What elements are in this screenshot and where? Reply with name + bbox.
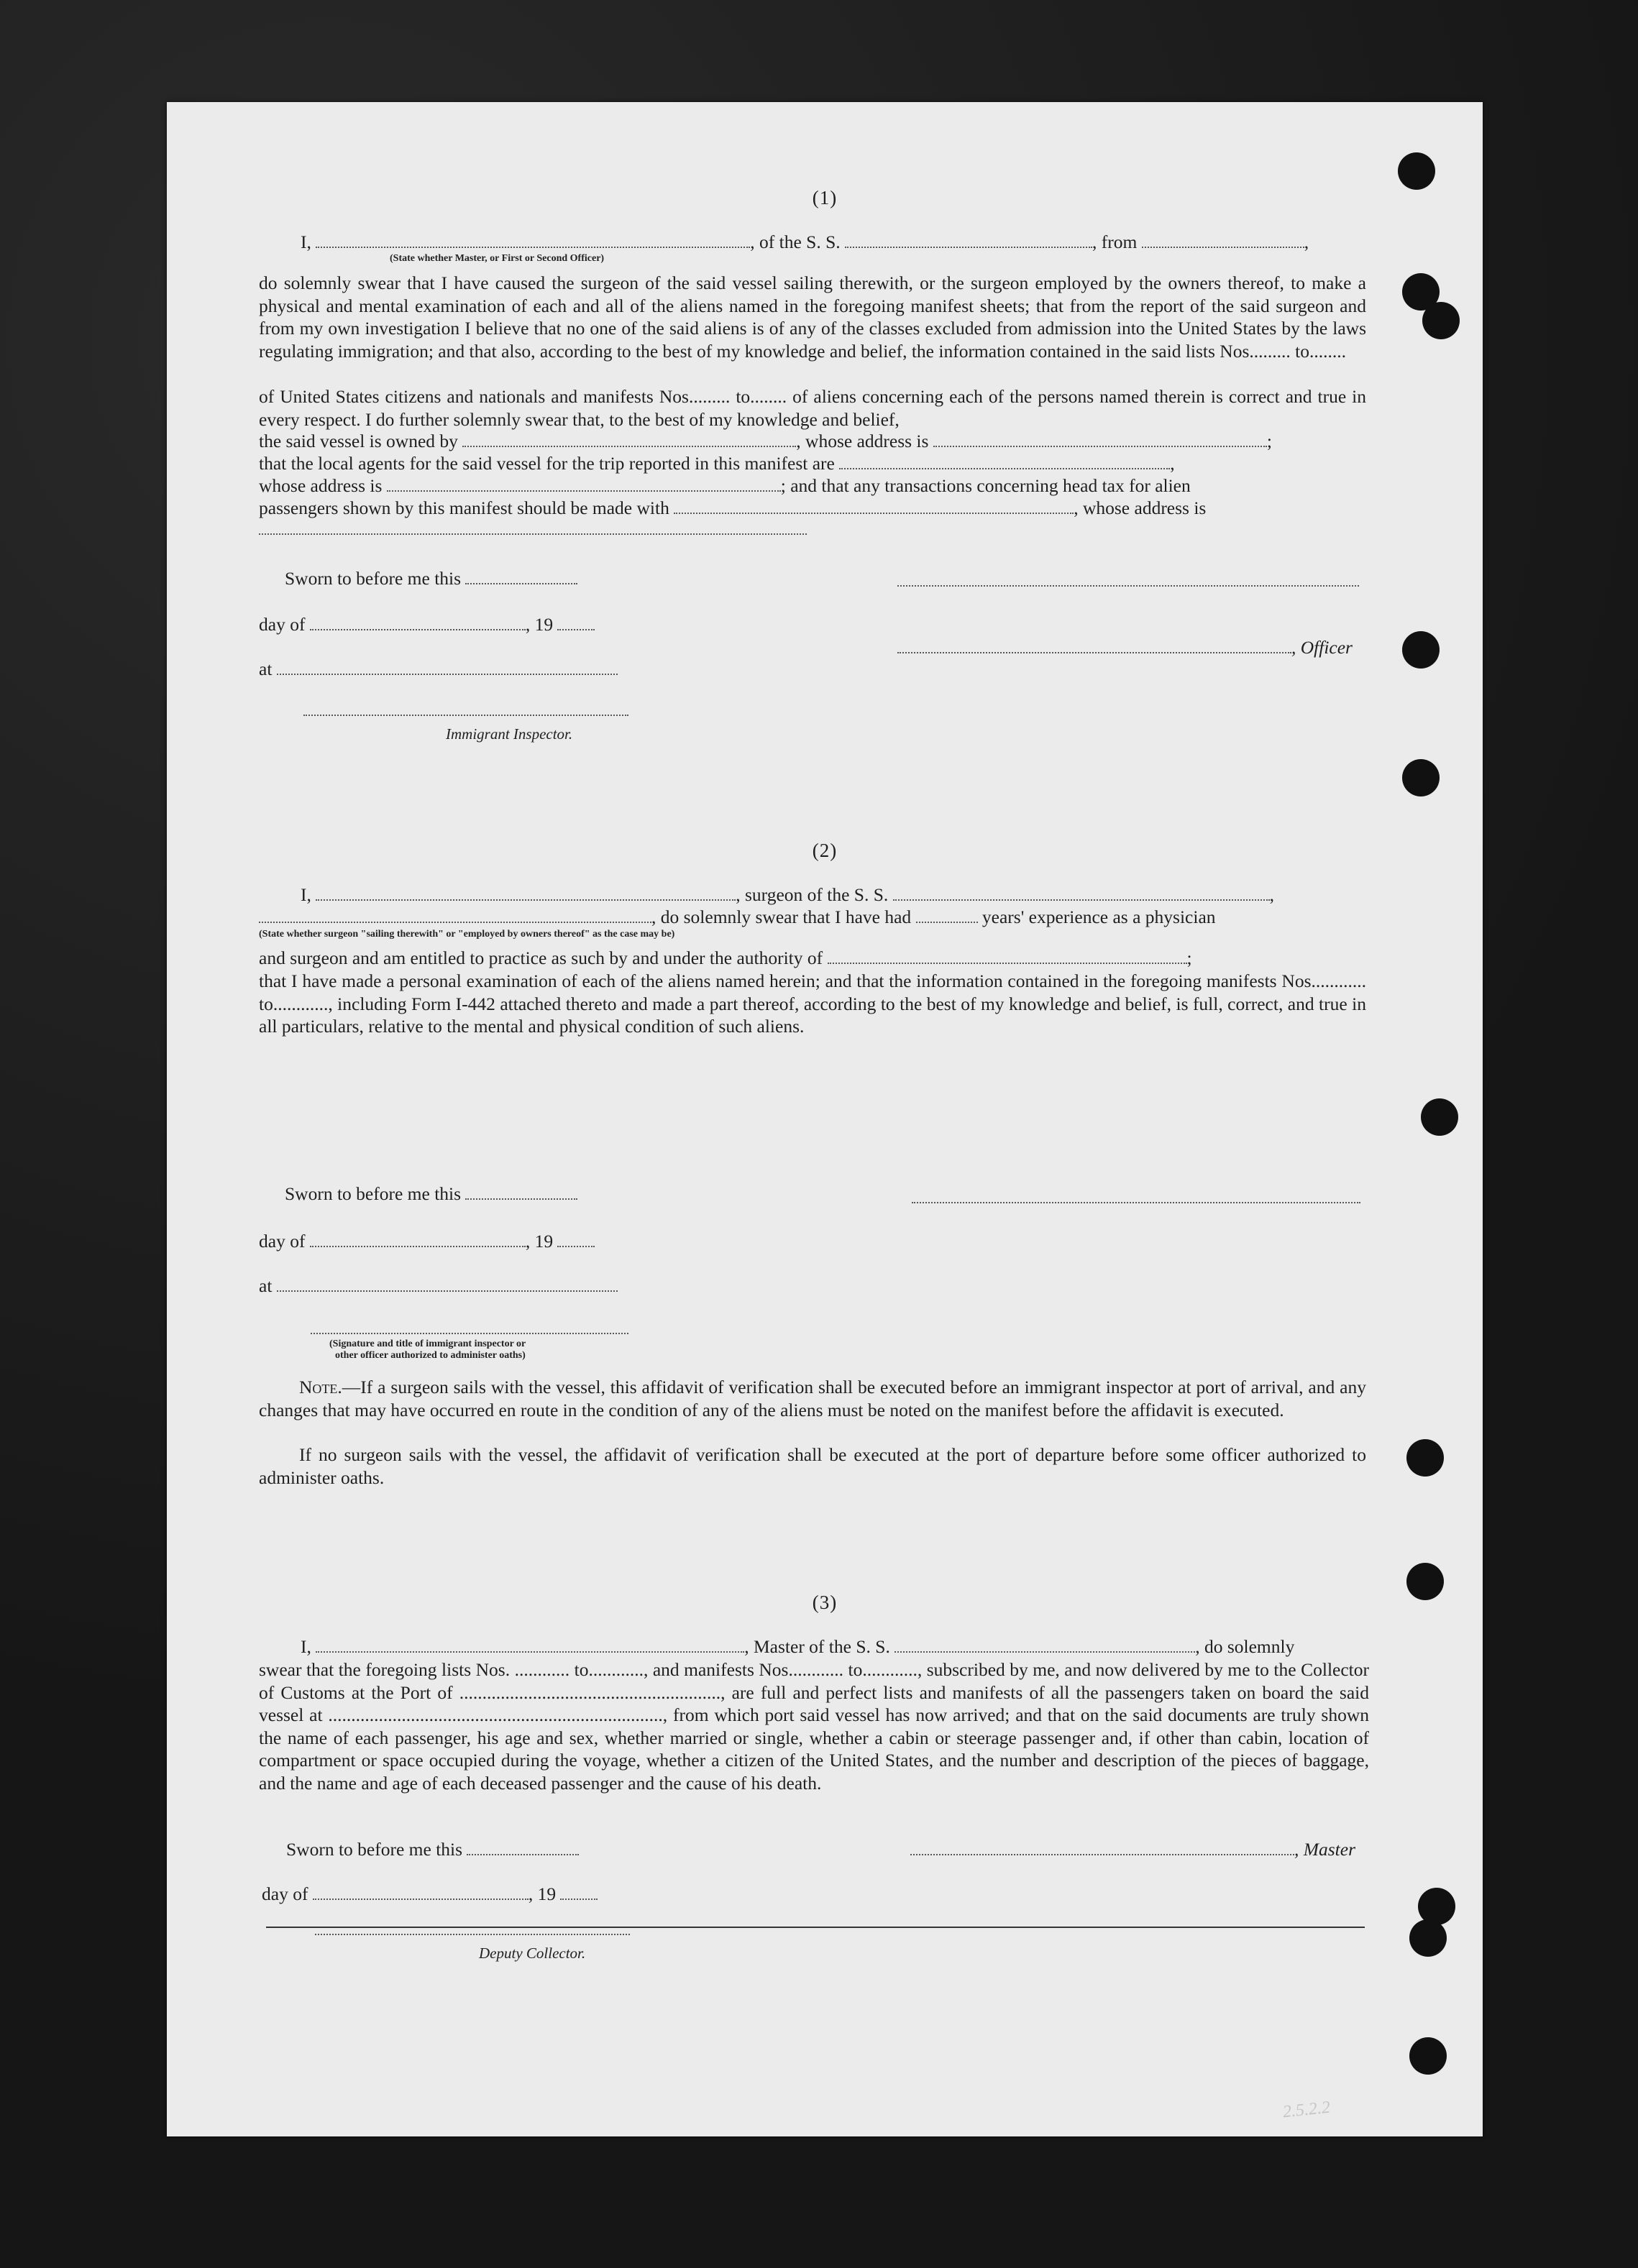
text: , surgeon of the S. S. <box>736 884 889 905</box>
master-signature-line <box>910 1839 1355 1860</box>
agents-line <box>259 453 1175 474</box>
signature-caption: (Signature and title of immigrant inspector or <box>329 1339 526 1349</box>
collector-signature-line <box>315 1934 630 1935</box>
punch-hole <box>1422 302 1460 339</box>
punch-hole <box>1406 1439 1444 1477</box>
inspector-caption: Immigrant Inspector. <box>446 725 573 743</box>
oath-paragraph: that I have made a personal examination of each of the aliens named herein; and that the information contained in the foregoing manifests Nos............ to............, including Form I-442 attached thereto and made a part thereof, according to the best of my knowledge and belief, is full, correct, and true in all particulars, relative to the mental and physical condition of such aliens. <box>259 970 1366 1037</box>
text: Sworn to before me this <box>286 1839 463 1860</box>
affiant-line <box>301 231 1309 253</box>
punch-hole <box>1398 152 1435 190</box>
sworn-line <box>286 1839 579 1860</box>
section-number: (3) <box>812 1592 838 1613</box>
signature-caption: other officer authorized to administer oaths) <box>335 1350 526 1361</box>
officer-line <box>897 637 1353 658</box>
text: day of <box>259 1231 306 1252</box>
note-paragraph: If no surgeon sails with the vessel, the affidavit of verification shall be executed at the port of departure before some officer authorized to administer oaths. <box>259 1444 1366 1488</box>
punch-hole <box>1409 1919 1447 1957</box>
text: at <box>259 1275 273 1296</box>
text: I, <box>301 231 311 252</box>
punch-hole <box>1402 631 1440 669</box>
punch-hole <box>1402 759 1440 796</box>
text: , 19 <box>528 1883 557 1904</box>
day-line <box>259 614 595 635</box>
text: passengers shown by this manifest should be made with <box>259 497 669 518</box>
at-line <box>259 1275 618 1297</box>
text: , Master <box>1294 1839 1355 1860</box>
text: , whose address is <box>796 431 929 451</box>
text: at <box>259 658 273 679</box>
inspector-signature-line <box>303 715 628 716</box>
signature-line <box>912 1202 1360 1203</box>
address-line <box>259 475 1191 497</box>
text: ; <box>1186 947 1192 968</box>
master-line <box>301 1636 1294 1658</box>
text: the said vessel is owned by <box>259 431 458 451</box>
text: that the local agents for the said vessel for the trip reported in this manifest are <box>259 453 835 474</box>
note-paragraph <box>259 1376 1366 1421</box>
signature-line <box>897 585 1359 587</box>
handwritten-mark: 2.5.2.2 <box>1281 2098 1332 2122</box>
text: , do solemnly <box>1195 1636 1295 1657</box>
bottom-rule <box>266 1927 1365 1928</box>
day-line <box>262 1883 598 1905</box>
text: years' experience as a physician <box>982 906 1216 927</box>
day-line <box>259 1231 595 1252</box>
at-line <box>259 658 618 680</box>
text: , do solemnly swear that I have had <box>651 906 912 927</box>
text: whose address is <box>259 475 383 496</box>
deputy-caption: Deputy Collector. <box>479 1945 586 1962</box>
section-number: (2) <box>812 840 838 861</box>
authority-line <box>259 947 1192 969</box>
field-caption: (State whether Master, or First or Second Officer) <box>390 253 605 264</box>
text: , of the S. S. <box>750 231 841 252</box>
text: Sworn to before me this <box>285 1183 462 1204</box>
blank-line <box>259 533 807 535</box>
text: day of <box>262 1883 308 1904</box>
text: , Officer <box>1291 637 1353 658</box>
document-page <box>167 102 1483 2136</box>
oath-paragraph: of United States citizens and nationals and manifests Nos......... to........ of aliens concerning each of the persons named therein is correct and true in every respect. I do further solemnly swear that, to the best of my knowledge and belief, <box>259 386 1366 430</box>
inspector-signature-line <box>311 1333 628 1334</box>
text: , from <box>1092 231 1138 252</box>
note-label: Note. <box>299 1377 342 1397</box>
experience-line <box>259 906 1216 928</box>
text: —If a surgeon sails with the vessel, this affidavit of verification shall be executed before an immigrant inspector at port of arrival, and any changes that may have occurred en route in the condition of any of the aliens must be noted on the manifest before the affidavit is executed. <box>259 1377 1366 1420</box>
passengers-line <box>259 497 1206 519</box>
owner-line <box>259 431 1272 452</box>
text: , <box>1304 231 1309 252</box>
text: , 19 <box>525 1231 554 1252</box>
text: , whose address is <box>1074 497 1207 518</box>
text: , <box>1269 884 1275 905</box>
sworn-line <box>285 568 577 589</box>
sworn-line <box>285 1183 577 1205</box>
text: , 19 <box>525 614 554 635</box>
punch-hole <box>1421 1098 1458 1136</box>
text: and surgeon and am entitled to practice as such by and under the authority of <box>259 947 823 968</box>
surgeon-line <box>301 884 1274 906</box>
text: I, <box>301 1636 311 1657</box>
text: , Master of the S. S. <box>744 1636 890 1657</box>
oath-paragraph: swear that the foregoing lists Nos. ............ to............, and manifests Nos............ to............, subscribed by me, and now delivered by me to the Collector of Customs at the Port of ........................................................., are full and perfect lists and manifests of all the passengers taken on board the said vessel at ........................................................................., from which port said vessel has now arrived; and that on the said documents are truly shown the name of each passenger, his age and sex, whether married or single, whether a cabin or steerage passenger and, if other than cabin, location of compartment or space occupied during the voyage, whether a citizen of the United States, and the number and description of the pieces of baggage, and the name and age of each deceased passenger and the cause of his death. <box>259 1659 1369 1794</box>
text: ; <box>1266 431 1272 451</box>
text: Sworn to before me this <box>285 568 462 589</box>
section-number: (1) <box>812 187 838 208</box>
punch-hole <box>1409 2037 1447 2075</box>
text: ; and that any transactions concerning head tax for alien <box>780 475 1191 496</box>
oath-paragraph: do solemnly swear that I have caused the surgeon of the said vessel sailing therewith, or the surgeon employed by the owners thereof, to make a physical and mental examination of each and all of the aliens named in the foregoing manifest sheets; that from the report of the said surgeon and from my own investigation I believe that no one of the said aliens is of any of the classes excluded from admission into the United States by the laws regulating immigration; and that also, according to the best of my knowledge and belief, the information contained in the said lists Nos......... to........ <box>259 272 1366 362</box>
text: day of <box>259 614 306 635</box>
text: , <box>1170 453 1175 474</box>
field-caption: (State whether surgeon "sailing therewith" or "employed by owners thereof" as the case may be) <box>259 929 675 940</box>
text: I, <box>301 884 311 905</box>
